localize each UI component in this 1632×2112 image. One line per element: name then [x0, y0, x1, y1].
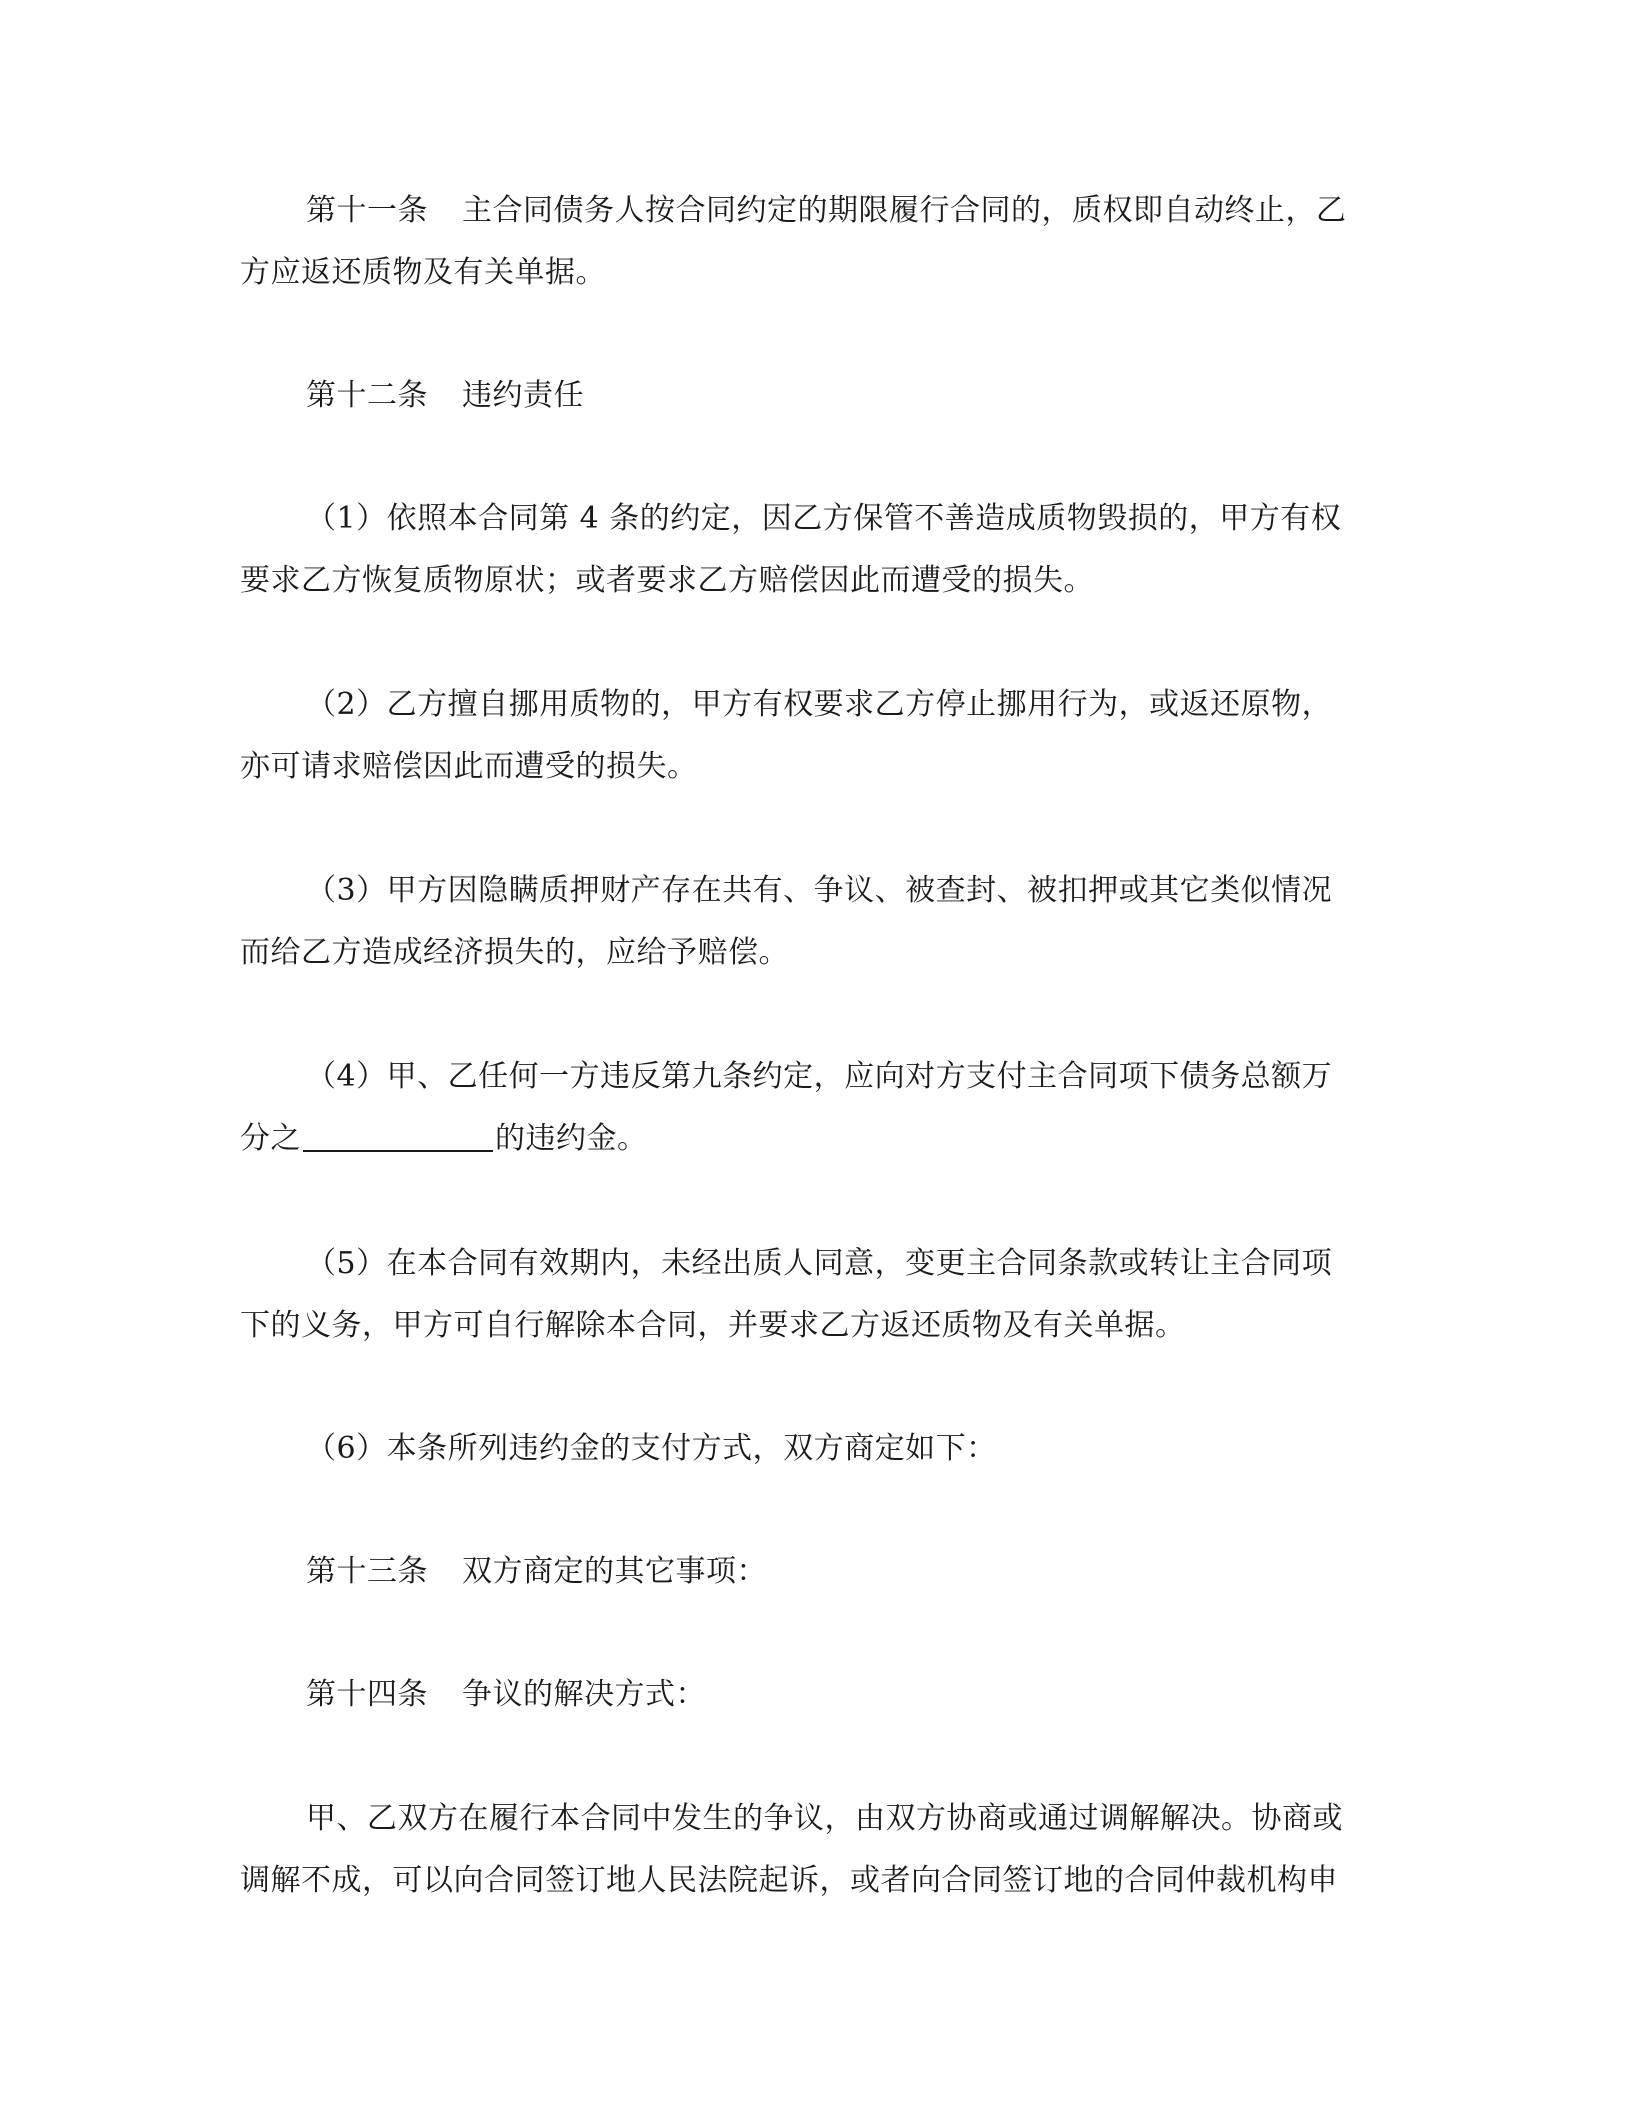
clause-4-line-2 — [240, 1108, 1390, 1170]
clause-3-line-1: （3）甲方因隐瞒质押财产存在共有、争议、被查封、被扣押或其它类似情况 — [306, 873, 1333, 908]
clause-6-line-1: （6）本条所列违约金的支付方式，双方商定如下： — [306, 1431, 997, 1466]
dispute-resolution — [240, 1788, 1390, 1912]
clause-4-text-before-blank: 分之 — [240, 1121, 301, 1156]
article-11-line-2: 方应返还质物及有关单据。 — [240, 255, 606, 290]
article-13-title: 双方商定的其它事项： — [462, 1554, 767, 1589]
clause-1-line-2: 要求乙方恢复质物原状；或者要求乙方赔偿因此而遭受的损失。 — [240, 563, 1094, 598]
article-12-title: 违约责任 — [462, 378, 584, 413]
article-13-number: 第十三条 — [306, 1554, 428, 1589]
clause-6 — [240, 1418, 1390, 1480]
dispute-line-2: 调解不成，可以向合同签订地人民法院起诉，或者向合同签订地的合同仲裁机构申 — [240, 1863, 1338, 1898]
article-11-text-1: 主合同债务人按合同约定的期限履行合同的，质权即自动终止，乙 — [462, 193, 1347, 228]
article-14-heading — [240, 1664, 1390, 1726]
article-12-number: 第十二条 — [306, 378, 428, 413]
clause-4-line-1: （4）甲、乙任何一方违反第九条约定，应向对方支付主合同项下债务总额万 — [306, 1059, 1333, 1094]
clause-1 — [240, 488, 1390, 612]
fill-in-blank — [303, 1114, 493, 1152]
clause-3 — [240, 860, 1390, 984]
clause-2 — [240, 674, 1390, 798]
article-11-line-1 — [240, 180, 1390, 242]
clause-2-line-1: （2）乙方擅自挪用质物的，甲方有权要求乙方停止挪用行为，或返还原物， — [306, 687, 1333, 722]
clause-5 — [240, 1233, 1390, 1357]
clause-5-line-2: 下的义务，甲方可自行解除本合同，并要求乙方返还质物及有关单据。 — [240, 1308, 1186, 1343]
article-11-number: 第十一条 — [306, 193, 428, 228]
clause-4 — [240, 1046, 1390, 1170]
article-12-heading — [240, 365, 1390, 427]
clause-3-line-2: 而给乙方造成经济损失的，应给予赔偿。 — [240, 935, 789, 970]
article-14-number: 第十四条 — [306, 1677, 428, 1712]
clause-4-text-after-blank: 的违约金。 — [495, 1121, 648, 1156]
article-14-title: 争议的解决方式： — [462, 1677, 706, 1712]
clause-5-line-1: （5）在本合同有效期内，未经出质人同意，变更主合同条款或转让主合同项 — [306, 1246, 1333, 1281]
clause-1-line-1: （1）依照本合同第 4 条的约定，因乙方保管不善造成质物毁损的，甲方有权 — [306, 501, 1342, 536]
dispute-line-1: 甲、乙双方在履行本合同中发生的争议，由双方协商或通过调解解决。协商或 — [306, 1801, 1343, 1836]
clause-2-line-2: 亦可请求赔偿因此而遭受的损失。 — [240, 749, 698, 784]
article-11 — [240, 180, 1390, 304]
article-13-heading — [240, 1541, 1390, 1603]
